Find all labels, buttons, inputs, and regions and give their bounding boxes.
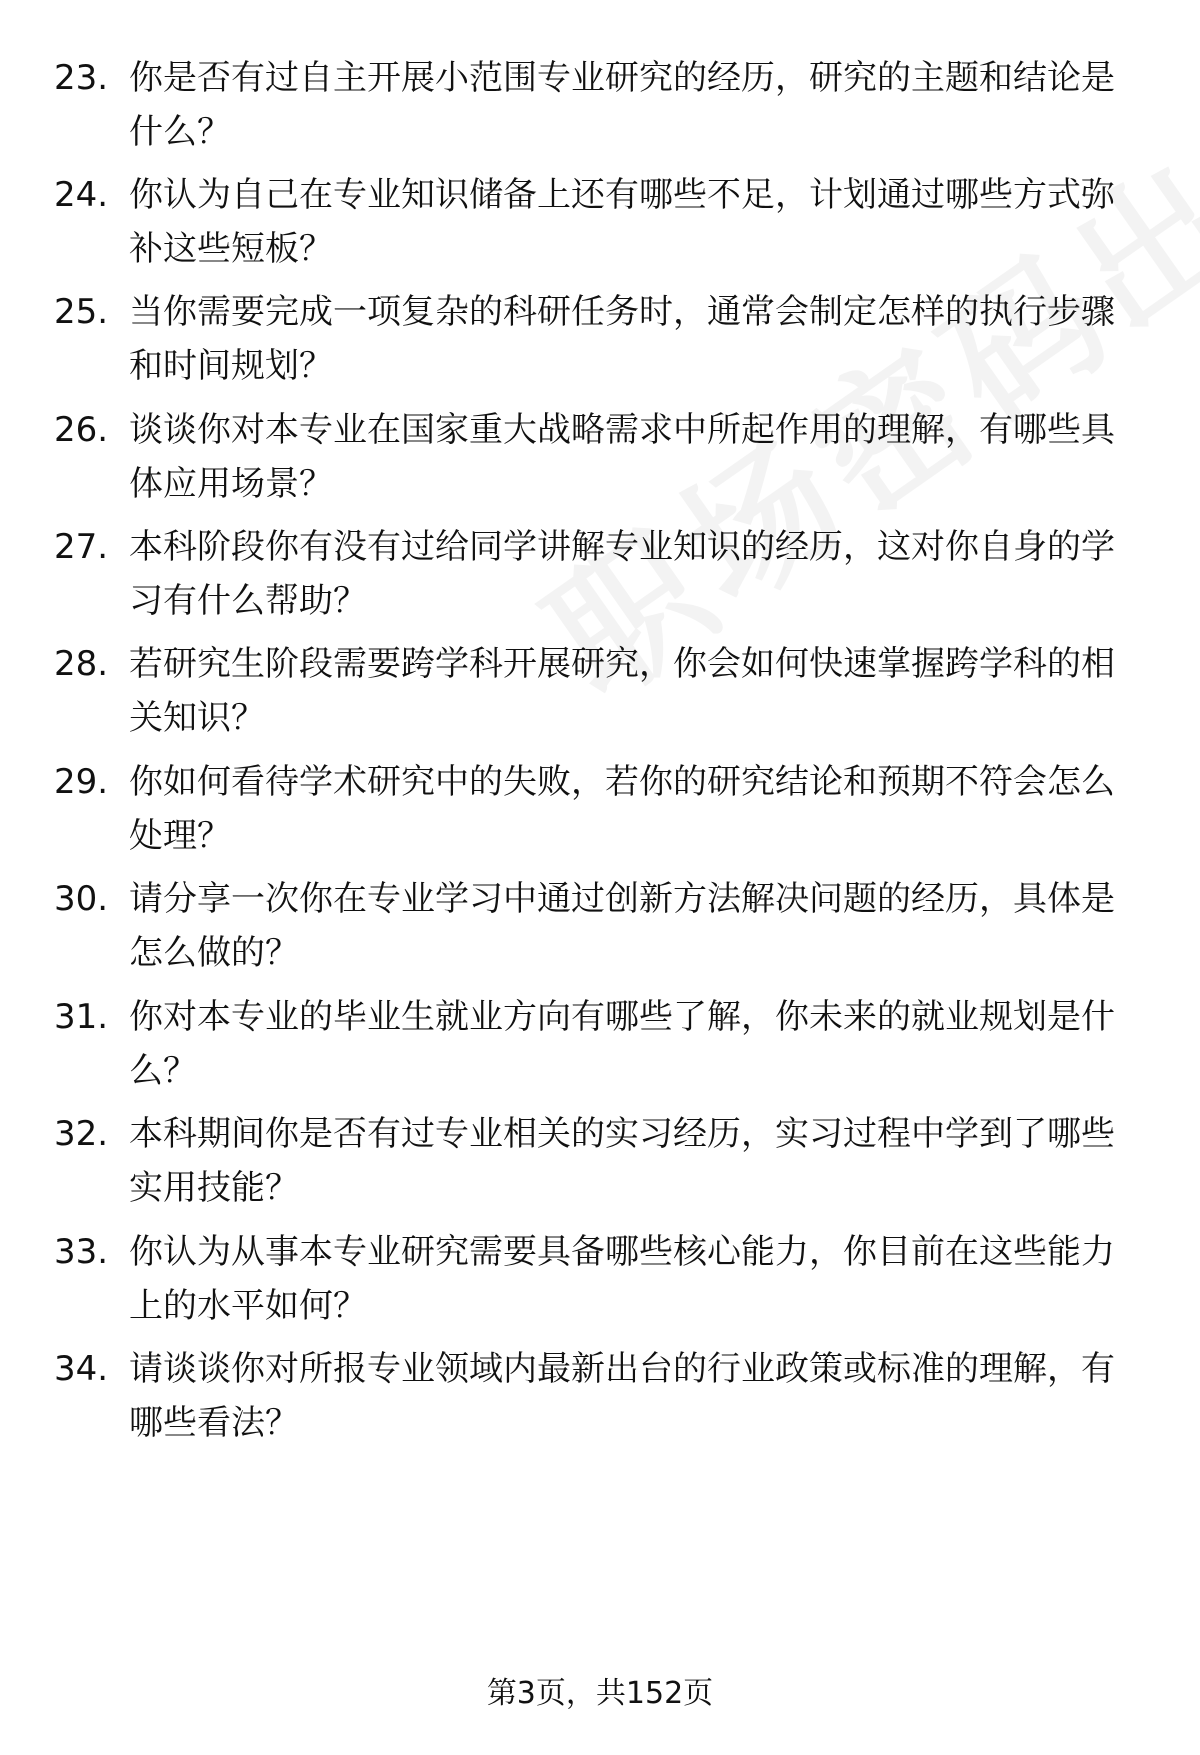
question-number: 32. bbox=[54, 1114, 109, 1154]
question-text: 请分享一次你在专业学习中通过创新方法解决问题的经历，具体是怎么做的？ bbox=[129, 879, 1115, 973]
question-text: 你对本专业的毕业生就业方向有哪些了解，你未来的就业规划是什么？ bbox=[129, 997, 1115, 1091]
question-text: 谈谈你对本专业在国家重大战略需求中所起作用的理解，有哪些具体应用场景？ bbox=[129, 410, 1115, 504]
question-number: 24. bbox=[54, 175, 109, 215]
question-item bbox=[0, 755, 1200, 865]
question-item bbox=[0, 1107, 1200, 1217]
question-item bbox=[0, 990, 1200, 1100]
question-number: 26. bbox=[54, 410, 109, 450]
question-number: 28. bbox=[54, 644, 109, 684]
question-item bbox=[0, 403, 1200, 513]
question-number: 29. bbox=[54, 762, 109, 802]
question-text: 你认为从事本专业研究需要具备哪些核心能力，你目前在这些能力上的水平如何？ bbox=[129, 1232, 1115, 1326]
question-text: 你如何看待学术研究中的失败，若你的研究结论和预期不符会怎么处理？ bbox=[129, 762, 1115, 856]
question-item bbox=[0, 1225, 1200, 1335]
question-text: 当你需要完成一项复杂的科研任务时，通常会制定怎样的执行步骤和时间规划？ bbox=[129, 292, 1115, 386]
question-number: 30. bbox=[54, 879, 109, 919]
question-item bbox=[0, 51, 1200, 161]
question-text: 你是否有过自主开展小范围专业研究的经历，研究的主题和结论是什么？ bbox=[129, 58, 1115, 152]
question-number: 23. bbox=[54, 58, 109, 98]
question-number: 27. bbox=[54, 527, 109, 567]
question-text: 若研究生阶段需要跨学科开展研究，你会如何快速掌握跨学科的相关知识？ bbox=[129, 644, 1115, 738]
question-item bbox=[0, 872, 1200, 982]
question-number: 31. bbox=[54, 997, 109, 1037]
question-number: 34. bbox=[54, 1349, 109, 1389]
question-text: 本科期间你是否有过专业相关的实习经历，实习过程中学到了哪些实用技能？ bbox=[129, 1114, 1115, 1208]
question-item bbox=[0, 168, 1200, 278]
question-item bbox=[0, 1342, 1200, 1452]
question-text: 本科阶段你有没有过给同学讲解专业知识的经历，这对你自身的学习有什么帮助？ bbox=[129, 527, 1115, 621]
question-item bbox=[0, 637, 1200, 747]
question-text: 请谈谈你对所报专业领域内最新出台的行业政策或标准的理解，有哪些看法？ bbox=[129, 1349, 1115, 1443]
page-footer: 第3页，共152页 bbox=[486, 1676, 714, 1711]
question-item bbox=[0, 285, 1200, 395]
question-item bbox=[0, 520, 1200, 630]
question-number: 25. bbox=[54, 292, 109, 332]
question-number: 33. bbox=[54, 1232, 109, 1272]
question-text: 你认为自己在专业知识储备上还有哪些不足，计划通过哪些方式弥补这些短板？ bbox=[129, 175, 1115, 269]
